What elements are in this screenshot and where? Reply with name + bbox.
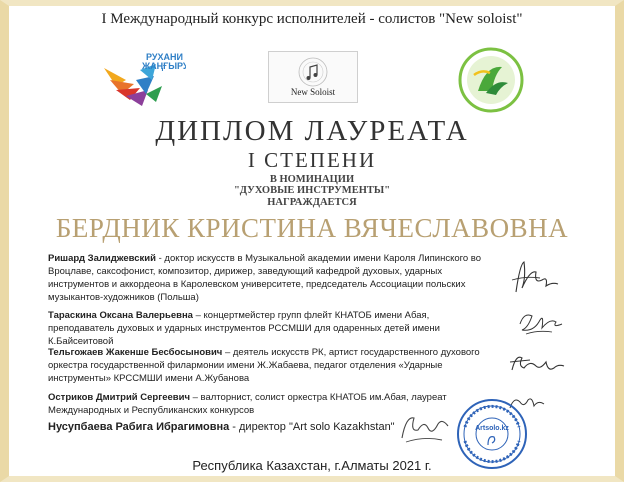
laureate-name: БЕРДНИК КРИСТИНА ВЯЧЕСЛАВОВНА <box>55 213 569 243</box>
bird-icon <box>96 50 186 110</box>
diploma-degree: I СТЕПЕНИ <box>247 148 377 172</box>
jury-member-name: Тараскина Оксана Валерьевна <box>48 310 193 321</box>
director <box>48 421 395 433</box>
contest-title: I Международный конкурс исполнителей - солистов "New soloist" <box>101 11 523 27</box>
round-emblem-icon <box>456 45 526 115</box>
jury-member <box>48 252 488 304</box>
jury-member-description: - доктор искусств в Музыкальной академии имени Кароля Липинского во Вроцлаве, саксофонист, композитор, дирижер, заведующий кафедрой духовых, ударных инструментов и аккордеона в Каролевском университете, председатель Ассоциации польских музыкантов-художников (Польша) <box>48 253 482 303</box>
jury-member <box>48 346 488 385</box>
director-name: Нусупбаева Рабига Ибрагимовна <box>48 421 230 433</box>
new-soloist-emblem-icon <box>269 52 357 90</box>
jury-member <box>48 309 488 348</box>
logo-left-text-1: РУХАНИ <box>146 52 183 62</box>
new-soloist-logo <box>268 51 358 103</box>
jury-member-name: Ришард Залиджевский <box>48 253 156 264</box>
arts-association-logo <box>456 45 526 115</box>
nomination-name: "ДУХОВЫЕ ИНСТРУМЕНТЫ" <box>233 185 391 196</box>
jury-member-description: – валторнист, солист оркестра КНАТОБ им.Абая, лауреат Международных и Республиканских конкурсов <box>48 392 447 416</box>
awarded-label: НАГРАЖДАЕТСЯ <box>267 197 357 208</box>
new-soloist-name: New Soloist <box>290 87 336 97</box>
footer-location-date: Республика Казахстан, г.Алматы 2021 г. <box>192 458 432 473</box>
jury-member-name: Остриков Дмитрий Сергеевич <box>48 392 190 403</box>
jury-member-description: – деятель искусств РК, артист государственного духового оркестра государственной филармонии имени Ж.Жабаева, педагог отделения «Ударные инструменты» КРССМШИ имени А.Жубанова <box>48 347 480 384</box>
signature-icon <box>512 306 566 338</box>
logo-left-text-2: ЖАҢҒЫРУ <box>142 61 186 71</box>
director-signature-icon <box>396 410 454 446</box>
signature-icon <box>506 350 568 380</box>
rukhani-zhangyru-logo <box>96 50 186 110</box>
jury-member-description: – концертмейстер групп флейт КНАТОБ имени Абая, преподаватель духовых и ударных инструментов РССМШИ для одаренных детей имени К.Байсеитовой <box>48 310 440 347</box>
seal-text: Artsolo.kz <box>475 425 509 432</box>
director-role: - директор "Art solo Kazakhstan" <box>229 421 395 433</box>
nomination-label: В НОМИНАЦИИ <box>269 174 355 185</box>
jury-member-name: Тельгожаев Жакенше Бесбосынович <box>48 347 223 358</box>
diploma-title: ДИПЛОМ ЛАУРЕАТА <box>155 115 469 147</box>
signature-icon <box>506 258 562 296</box>
